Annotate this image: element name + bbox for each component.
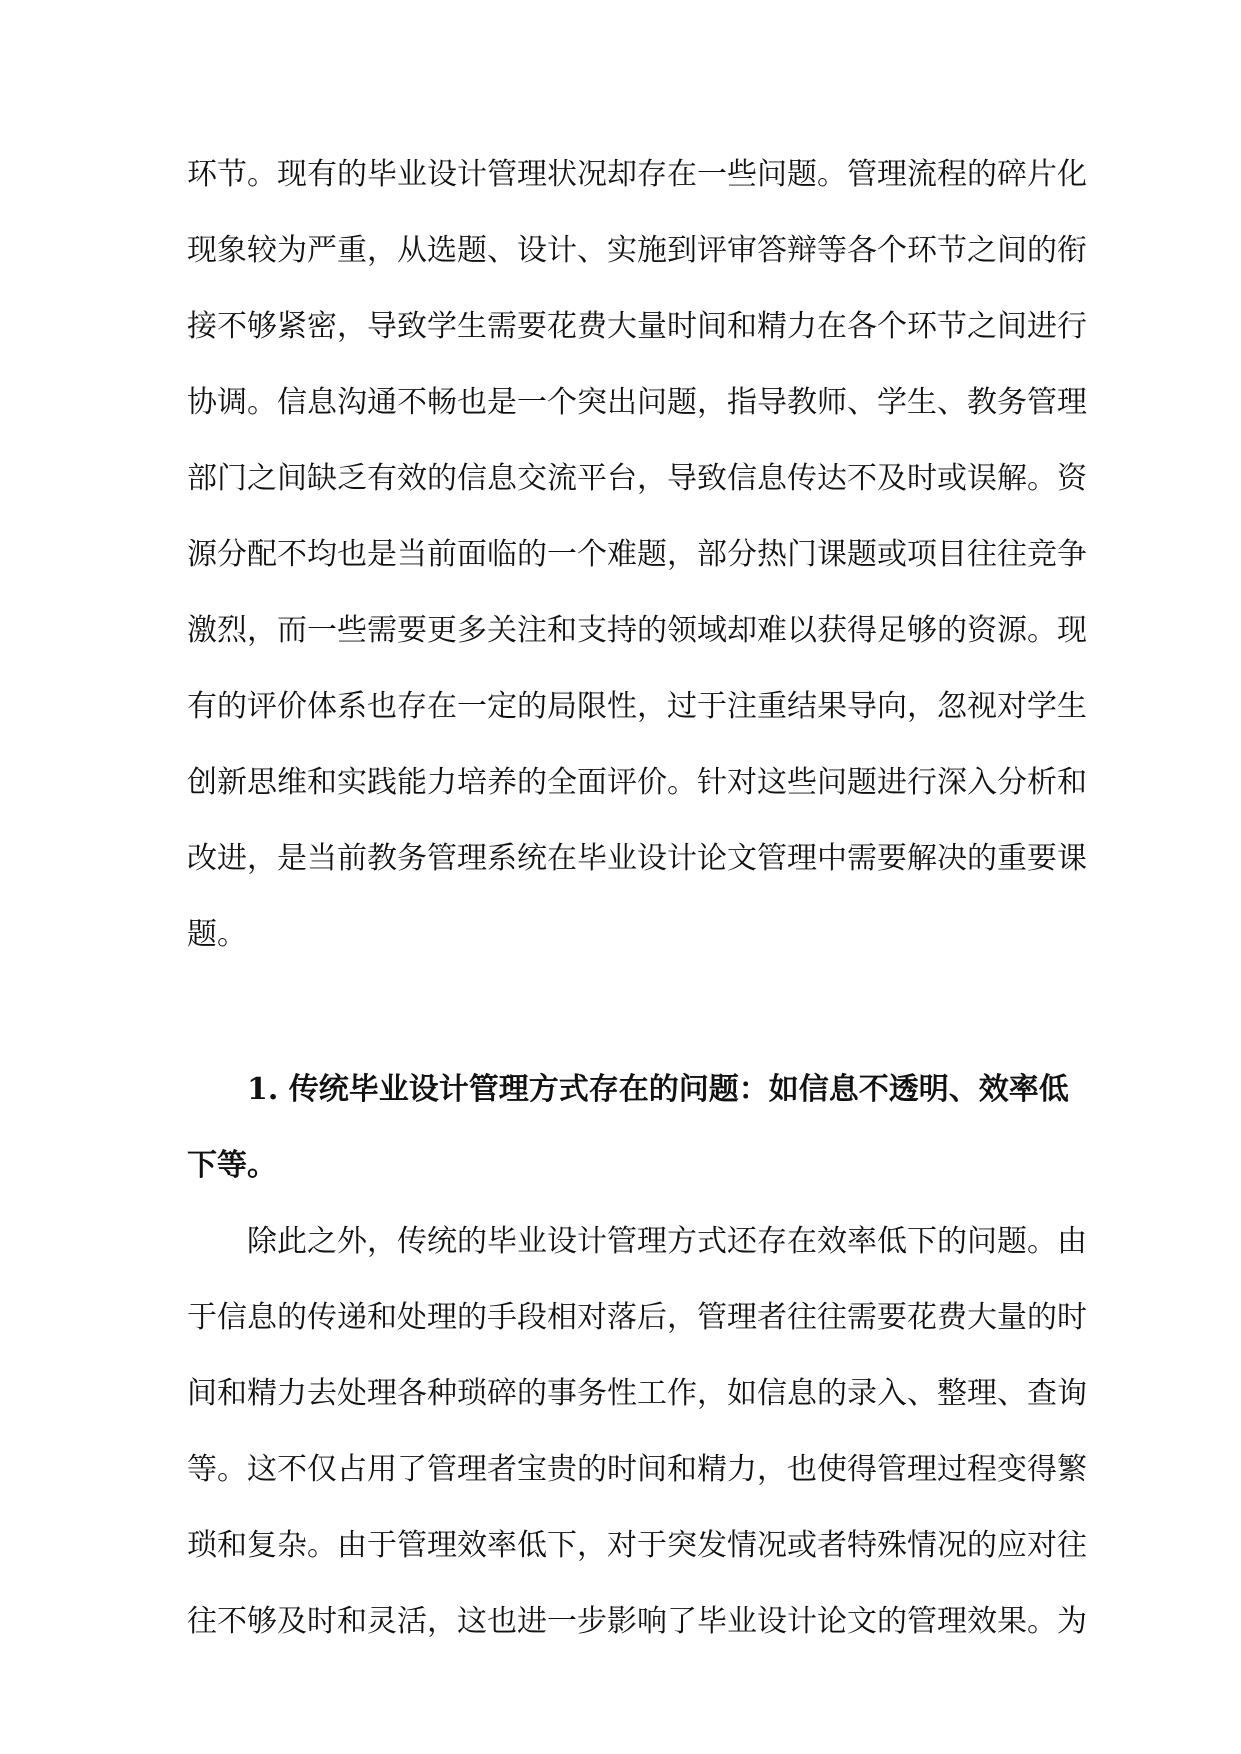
paragraph-2 xyxy=(187,1204,1087,1660)
paragraph-line: 往不够及时和灵活，这也进一步影响了毕业设计论文的管理效果。为 xyxy=(187,1604,1087,1639)
paragraph-line: 于信息的传递和处理的手段相对落后，管理者往往需要花费大量的时 xyxy=(187,1300,1087,1335)
paragraph-line: 改进，是当前教务管理系统在毕业设计论文管理中需要解决的重要课 xyxy=(187,841,1087,876)
paragraph-line: 激烈，而一些需要更多关注和支持的领域却难以获得足够的资源。现 xyxy=(187,613,1087,648)
paragraph-line: 间和精力去处理各种琐碎的事务性工作，如信息的录入、整理、查询 xyxy=(187,1376,1087,1411)
paragraph-line: 源分配不均也是当前面临的一个难题，部分热门课题或项目往往竞争 xyxy=(187,537,1087,572)
paragraph-line: 现象较为严重，从选题、设计、实施到评审答辩等各个环节之间的衔 xyxy=(187,233,1087,268)
paragraph-line: 协调。信息沟通不畅也是一个突出问题，指导教师、学生、教务管理 xyxy=(187,385,1087,420)
paragraph-line: 部门之间缺乏有效的信息交流平台，导致信息传达不及时或误解。资 xyxy=(187,461,1087,496)
paragraph-line: 除此之外，传统的毕业设计管理方式还存在效率低下的问题。由 xyxy=(247,1224,1087,1259)
paragraph-line: 创新思维和实践能力培养的全面评价。针对这些问题进行深入分析和 xyxy=(187,765,1087,800)
paragraph-line: 琐和复杂。由于管理效率低下，对于突发情况或者特殊情况的应对往 xyxy=(187,1528,1087,1563)
heading-line: 1. 传统毕业设计管理方式存在的问题：如信息不透明、效率低 xyxy=(247,1072,1069,1107)
paragraph-line: 等。这不仅占用了管理者宝贵的时间和精力，也使得管理过程变得繁 xyxy=(187,1452,1087,1487)
section-heading xyxy=(187,1052,1069,1204)
paragraph-line: 有的评价体系也存在一定的局限性，过于注重结果导向，忽视对学生 xyxy=(187,689,1087,724)
paragraph-line: 环节。现有的毕业设计管理状况却存在一些问题。管理流程的碎片化 xyxy=(187,157,1087,192)
heading-line: 下等。 xyxy=(187,1148,277,1183)
paragraph-1 xyxy=(187,137,1087,973)
paragraph-line: 题。 xyxy=(187,917,247,952)
paragraph-line: 接不够紧密，导致学生需要花费大量时间和精力在各个环节之间进行 xyxy=(187,309,1087,344)
section-spacer xyxy=(187,973,1055,1052)
document-body xyxy=(187,137,1087,1660)
